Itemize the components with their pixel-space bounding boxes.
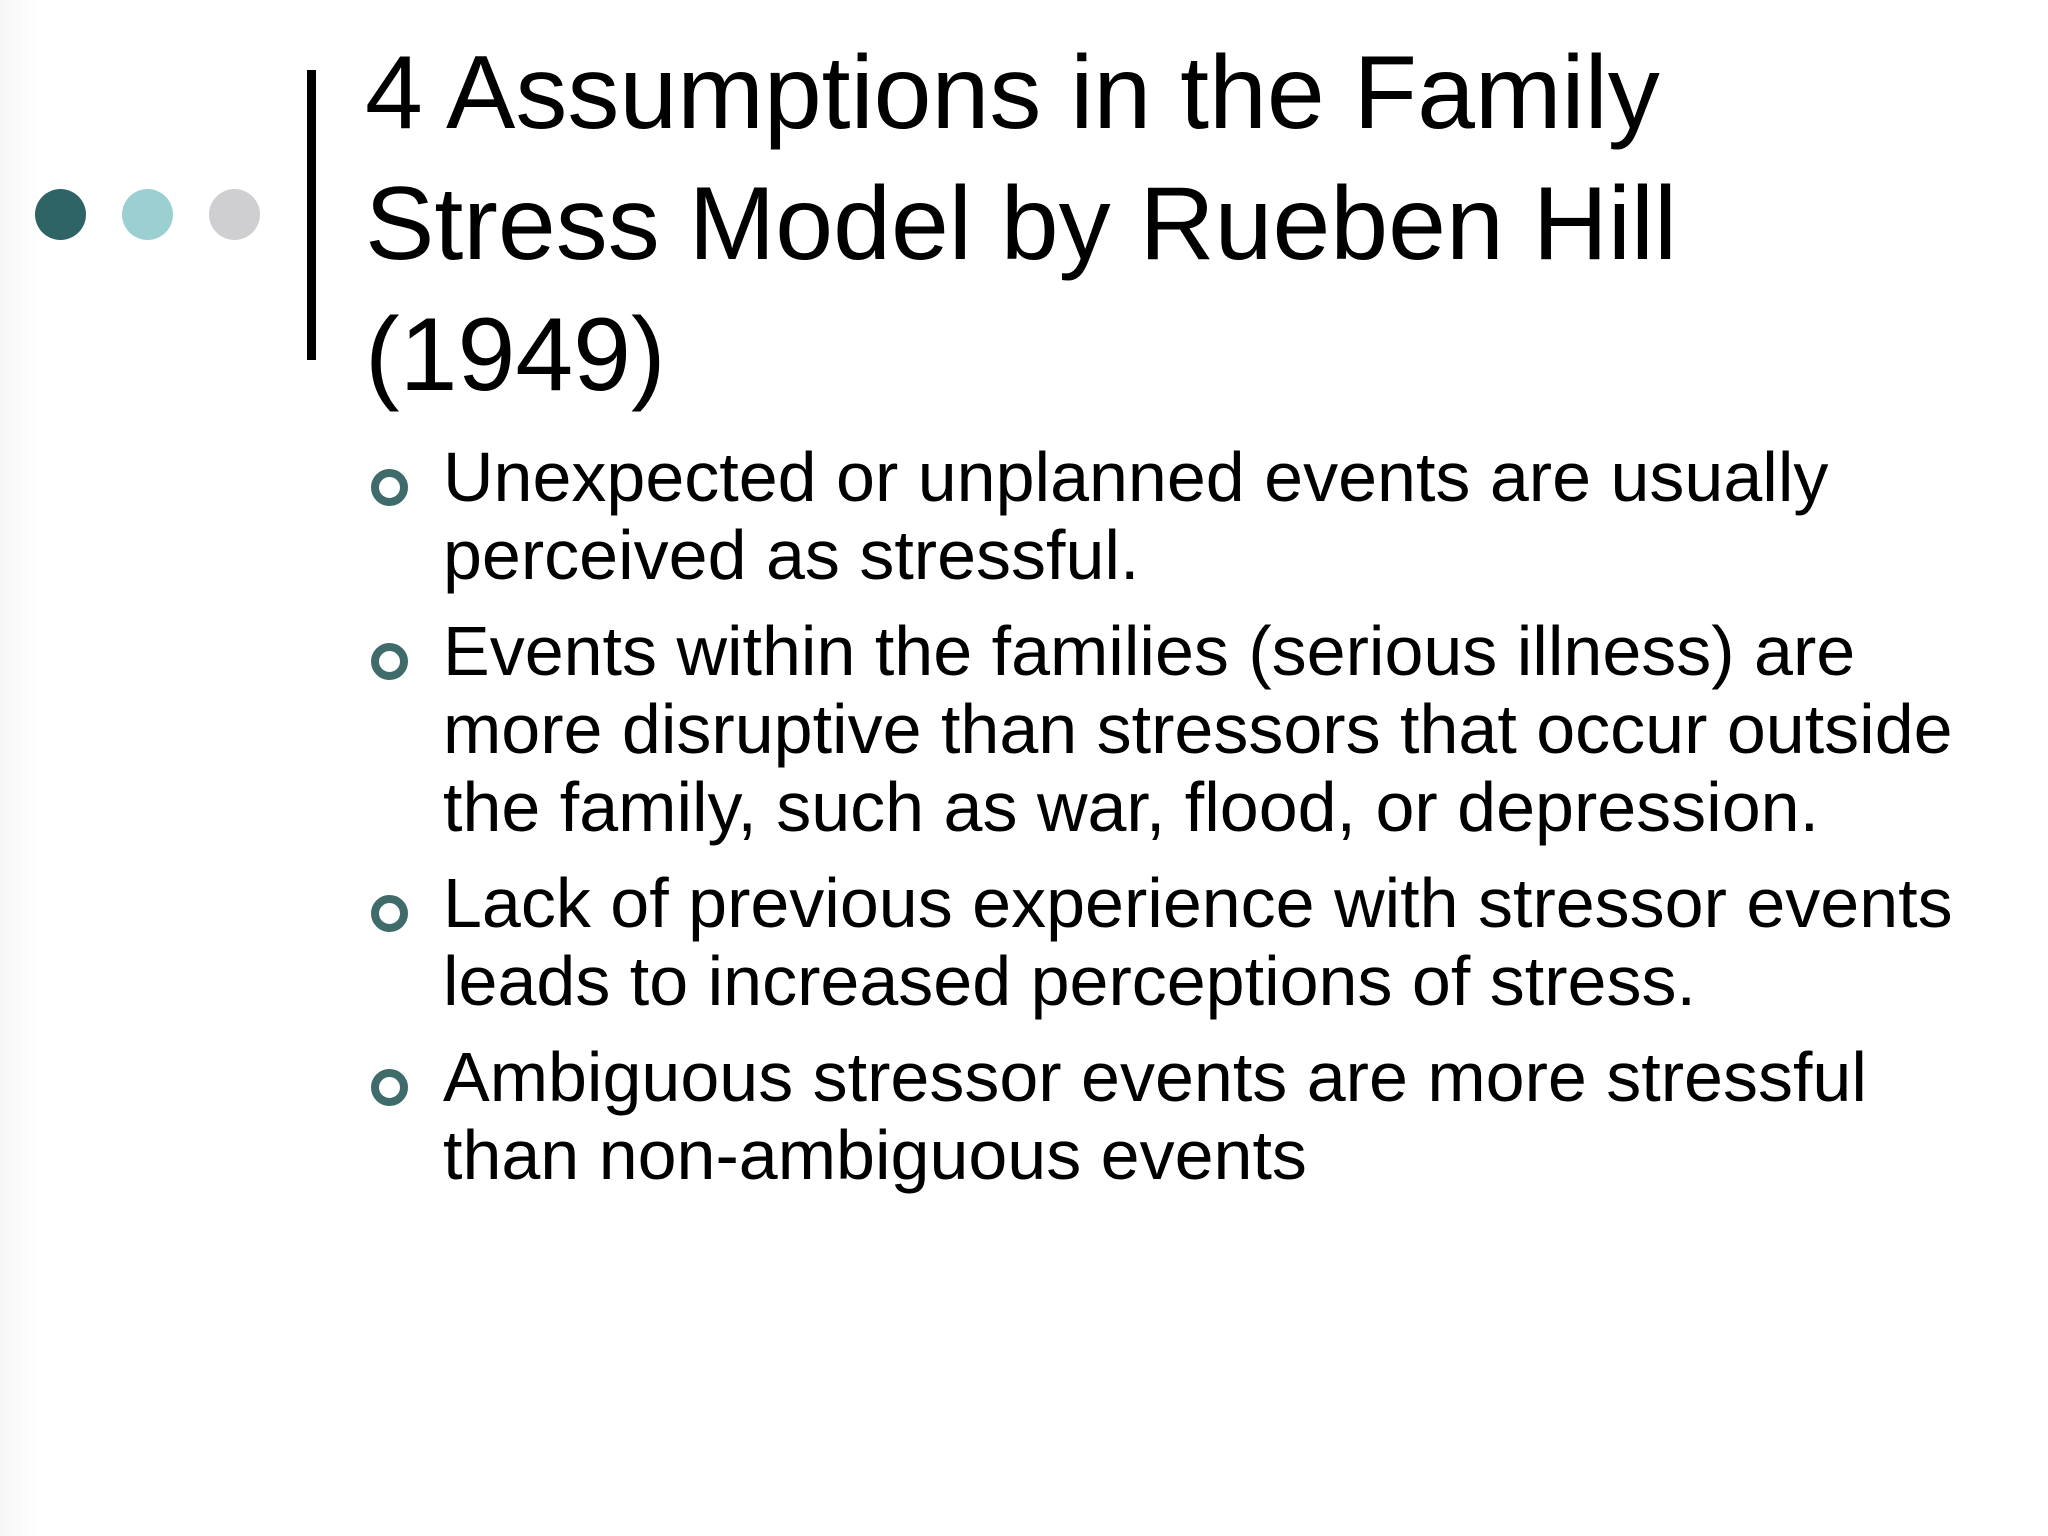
- ring-bullet-icon: [371, 469, 408, 506]
- decor-dot-gray: [209, 189, 260, 240]
- ring-bullet-icon: [371, 643, 408, 680]
- bullet-item: [365, 864, 2005, 1020]
- bullet-text: Ambiguous stressor events are more stressful than non-ambiguous events: [443, 1038, 1867, 1194]
- bullet-text: Events within the families (serious illness) are more disruptive than stressors that occur outside the family, such as war, flood, or depression.: [443, 612, 1953, 846]
- ring-bullet-icon: [371, 1069, 408, 1106]
- decor-dot-dark: [35, 189, 86, 240]
- slide-title: 4 Assumptions in the Family Stress Model by Rueben Hill (1949): [365, 35, 1678, 413]
- bullet-item: [365, 1038, 2005, 1194]
- bullet-text: Lack of previous experience with stressor events leads to increased perceptions of stress.: [443, 864, 1953, 1020]
- title-divider: [307, 70, 316, 360]
- bullet-item: [365, 612, 2005, 846]
- bullet-text: Unexpected or unplanned events are usually perceived as stressful.: [443, 438, 1829, 594]
- bullet-list: [365, 438, 2005, 1212]
- decor-dot-light: [122, 189, 173, 240]
- bullet-item: [365, 438, 2005, 594]
- ring-bullet-icon: [371, 895, 408, 932]
